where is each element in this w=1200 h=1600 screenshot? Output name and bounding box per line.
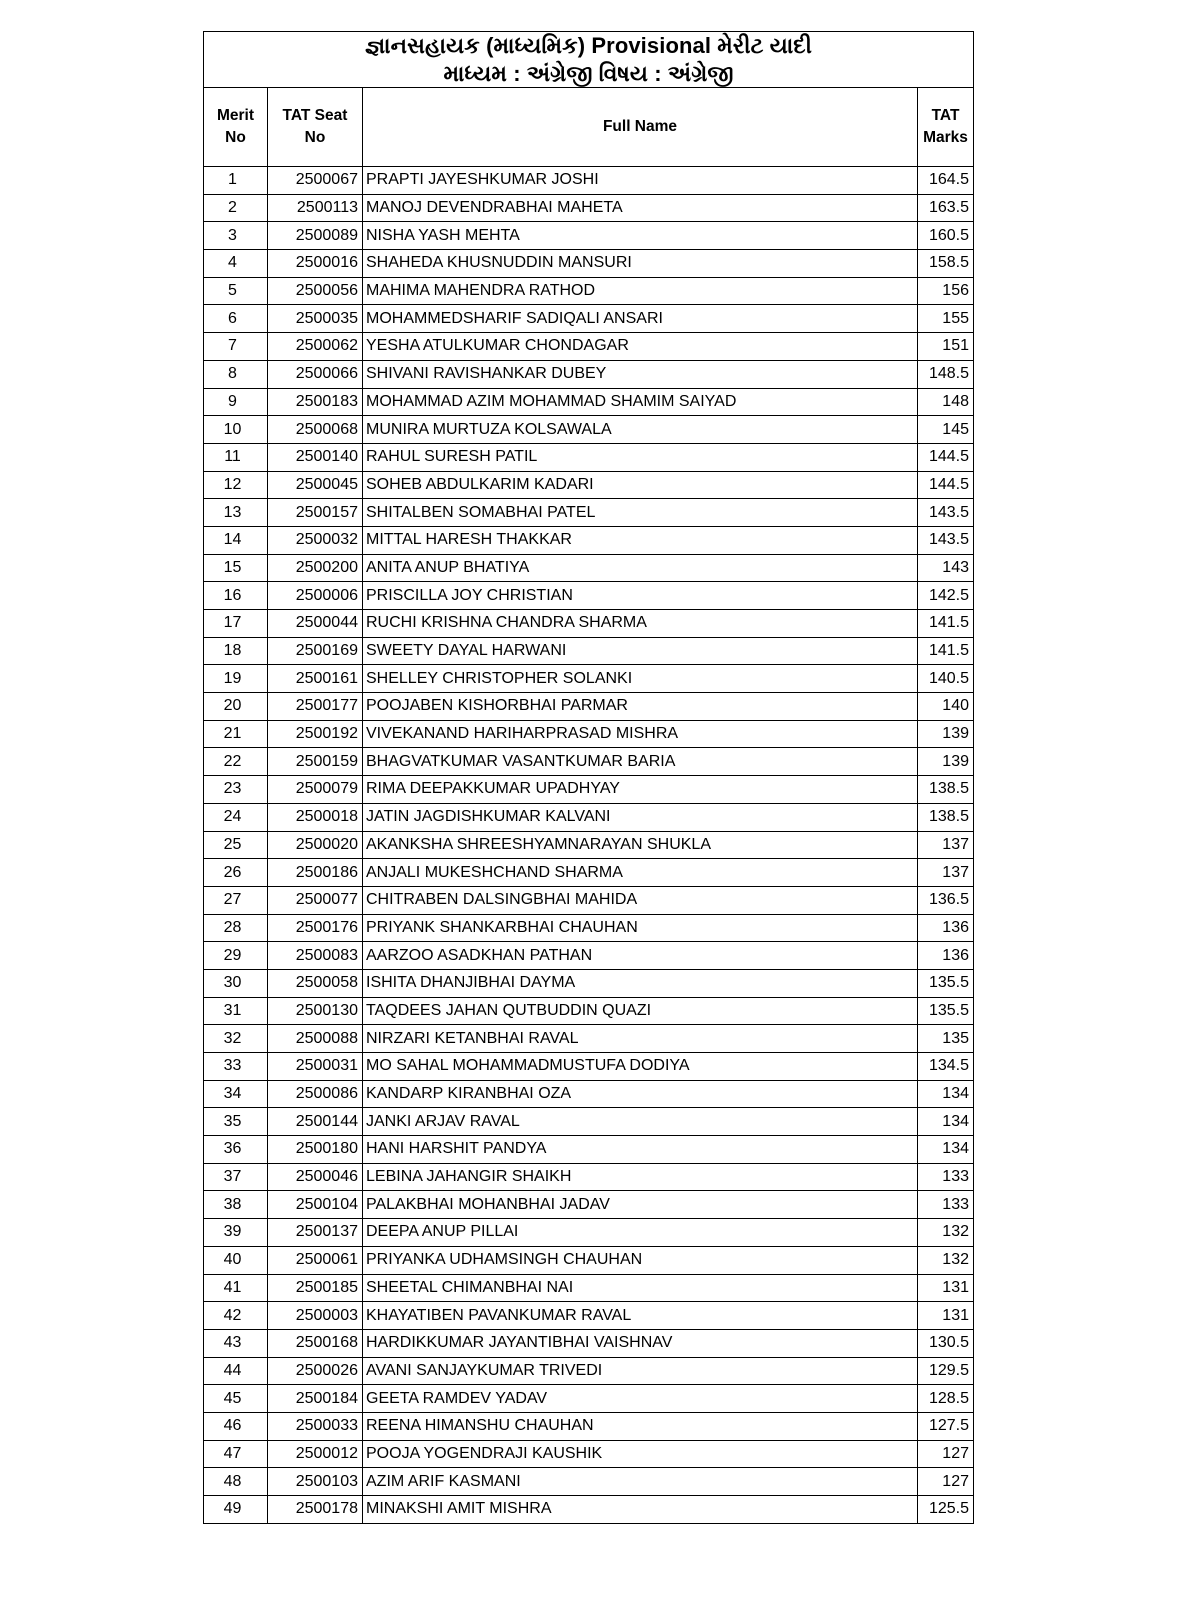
cell-full-name: REENA HIMANSHU CHAUHAN <box>363 1412 918 1440</box>
cell-tat-seat-no: 2500083 <box>268 942 363 970</box>
table-row <box>204 443 974 471</box>
cell-merit-no: 22 <box>204 748 268 776</box>
table-row <box>204 1412 974 1440</box>
cell-merit-no: 7 <box>204 333 268 361</box>
cell-tat-marks: 125.5 <box>918 1496 974 1524</box>
cell-tat-seat-no: 2500192 <box>268 720 363 748</box>
cell-merit-no: 38 <box>204 1191 268 1219</box>
cell-tat-marks: 138.5 <box>918 803 974 831</box>
cell-tat-marks: 155 <box>918 305 974 333</box>
cell-tat-marks: 128.5 <box>918 1385 974 1413</box>
cell-merit-no: 21 <box>204 720 268 748</box>
cell-tat-seat-no: 2500113 <box>268 194 363 222</box>
cell-tat-marks: 144.5 <box>918 471 974 499</box>
header-merit-line-1: Merit <box>216 106 255 124</box>
cell-tat-marks: 129.5 <box>918 1357 974 1385</box>
cell-merit-no: 41 <box>204 1274 268 1302</box>
cell-merit-no: 42 <box>204 1302 268 1330</box>
cell-full-name: JANKI ARJAV RAVAL <box>363 1108 918 1136</box>
cell-tat-marks: 135.5 <box>918 997 974 1025</box>
table-row <box>204 997 974 1025</box>
cell-full-name: YESHA ATULKUMAR CHONDAGAR <box>363 333 918 361</box>
cell-full-name: ANITA ANUP BHATIYA <box>363 554 918 582</box>
cell-tat-seat-no: 2500140 <box>268 443 363 471</box>
table-row <box>204 1302 974 1330</box>
cell-tat-marks: 158.5 <box>918 250 974 278</box>
cell-tat-seat-no: 2500016 <box>268 250 363 278</box>
table-row <box>204 748 974 776</box>
cell-full-name: SHAHEDA KHUSNUDDIN MANSURI <box>363 250 918 278</box>
cell-merit-no: 18 <box>204 637 268 665</box>
cell-merit-no: 27 <box>204 886 268 914</box>
cell-tat-seat-no: 2500031 <box>268 1053 363 1081</box>
cell-tat-marks: 134 <box>918 1108 974 1136</box>
cell-merit-no: 32 <box>204 1025 268 1053</box>
table-body <box>204 167 974 1524</box>
cell-tat-marks: 135.5 <box>918 969 974 997</box>
cell-tat-seat-no: 2500161 <box>268 665 363 693</box>
cell-full-name: BHAGVATKUMAR VASANTKUMAR BARIA <box>363 748 918 776</box>
cell-full-name: LEBINA JAHANGIR SHAIKH <box>363 1163 918 1191</box>
cell-full-name: MOHAMMAD AZIM MOHAMMAD SHAMIM SAIYAD <box>363 388 918 416</box>
cell-tat-marks: 136.5 <box>918 886 974 914</box>
cell-full-name: HANI HARSHIT PANDYA <box>363 1136 918 1164</box>
cell-full-name: SHITALBEN SOMABHAI PATEL <box>363 499 918 527</box>
cell-full-name: JATIN JAGDISHKUMAR KALVANI <box>363 803 918 831</box>
table-row <box>204 859 974 887</box>
cell-merit-no: 23 <box>204 776 268 804</box>
cell-full-name: DEEPA ANUP PILLAI <box>363 1219 918 1247</box>
cell-full-name: CHITRABEN DALSINGBHAI MAHIDA <box>363 886 918 914</box>
cell-merit-no: 9 <box>204 388 268 416</box>
cell-merit-no: 44 <box>204 1357 268 1385</box>
cell-merit-no: 36 <box>204 1136 268 1164</box>
header-name-line-1: Full Name <box>602 117 678 135</box>
cell-tat-marks: 143.5 <box>918 526 974 554</box>
table-row <box>204 1440 974 1468</box>
cell-tat-seat-no: 2500020 <box>268 831 363 859</box>
cell-tat-seat-no: 2500066 <box>268 360 363 388</box>
cell-merit-no: 6 <box>204 305 268 333</box>
cell-tat-seat-no: 2500035 <box>268 305 363 333</box>
cell-merit-no: 35 <box>204 1108 268 1136</box>
cell-tat-marks: 131 <box>918 1302 974 1330</box>
cell-tat-seat-no: 2500045 <box>268 471 363 499</box>
cell-full-name: AARZOO ASADKHAN PATHAN <box>363 942 918 970</box>
cell-tat-seat-no: 2500079 <box>268 776 363 804</box>
cell-tat-seat-no: 2500033 <box>268 1412 363 1440</box>
merit-list-table <box>203 31 974 1524</box>
cell-tat-marks: 134 <box>918 1136 974 1164</box>
cell-merit-no: 24 <box>204 803 268 831</box>
cell-tat-seat-no: 2500044 <box>268 610 363 638</box>
cell-full-name: PALAKBHAI MOHANBHAI JADAV <box>363 1191 918 1219</box>
cell-tat-marks: 156 <box>918 277 974 305</box>
cell-merit-no: 46 <box>204 1412 268 1440</box>
cell-full-name: SHIVANI RAVISHANKAR DUBEY <box>363 360 918 388</box>
column-header-tat-seat-no <box>268 88 363 167</box>
cell-tat-marks: 136 <box>918 914 974 942</box>
cell-tat-marks: 136 <box>918 942 974 970</box>
cell-tat-seat-no: 2500056 <box>268 277 363 305</box>
cell-merit-no: 2 <box>204 194 268 222</box>
cell-merit-no: 4 <box>204 250 268 278</box>
cell-tat-marks: 148 <box>918 388 974 416</box>
cell-full-name: TAQDEES JAHAN QUTBUDDIN QUAZI <box>363 997 918 1025</box>
cell-tat-marks: 151 <box>918 333 974 361</box>
cell-merit-no: 12 <box>204 471 268 499</box>
cell-tat-marks: 141.5 <box>918 610 974 638</box>
table-row <box>204 222 974 250</box>
cell-full-name: SHEETAL CHIMANBHAI NAI <box>363 1274 918 1302</box>
document-title <box>204 32 974 88</box>
cell-full-name: RUCHI KRISHNA CHANDRA SHARMA <box>363 610 918 638</box>
cell-tat-seat-no: 2500178 <box>268 1496 363 1524</box>
table-row <box>204 526 974 554</box>
cell-tat-seat-no: 2500159 <box>268 748 363 776</box>
cell-full-name: MANOJ DEVENDRABHAI MAHETA <box>363 194 918 222</box>
table-row <box>204 250 974 278</box>
table-row <box>204 1025 974 1053</box>
table-row <box>204 416 974 444</box>
cell-tat-seat-no: 2500088 <box>268 1025 363 1053</box>
cell-tat-marks: 140.5 <box>918 665 974 693</box>
cell-full-name: SWEETY DAYAL HARWANI <box>363 637 918 665</box>
cell-tat-seat-no: 2500006 <box>268 582 363 610</box>
cell-merit-no: 11 <box>204 443 268 471</box>
cell-full-name: ANJALI MUKESHCHAND SHARMA <box>363 859 918 887</box>
cell-tat-seat-no: 2500058 <box>268 969 363 997</box>
cell-tat-marks: 145 <box>918 416 974 444</box>
column-header-full-name <box>363 88 918 167</box>
cell-tat-seat-no: 2500180 <box>268 1136 363 1164</box>
cell-full-name: POOJA YOGENDRAJI KAUSHIK <box>363 1440 918 1468</box>
cell-full-name: NISHA YASH MEHTA <box>363 222 918 250</box>
cell-merit-no: 48 <box>204 1468 268 1496</box>
table-row <box>204 1274 974 1302</box>
cell-tat-marks: 137 <box>918 831 974 859</box>
header-seat-line-2: No <box>304 129 326 146</box>
table-row <box>204 360 974 388</box>
cell-full-name: GEETA RAMDEV YADAV <box>363 1385 918 1413</box>
cell-merit-no: 25 <box>204 831 268 859</box>
table-row <box>204 1246 974 1274</box>
cell-merit-no: 14 <box>204 526 268 554</box>
cell-full-name: ISHITA DHANJIBHAI DAYMA <box>363 969 918 997</box>
cell-full-name: PRAPTI JAYESHKUMAR JOSHI <box>363 167 918 195</box>
table-row <box>204 1219 974 1247</box>
cell-full-name: MUNIRA MURTUZA KOLSAWALA <box>363 416 918 444</box>
table-row <box>204 665 974 693</box>
table-row <box>204 333 974 361</box>
cell-merit-no: 15 <box>204 554 268 582</box>
cell-tat-seat-no: 2500169 <box>268 637 363 665</box>
table-row <box>204 1329 974 1357</box>
title-row <box>204 32 974 88</box>
cell-merit-no: 29 <box>204 942 268 970</box>
header-merit-line-2: No <box>225 129 246 146</box>
cell-merit-no: 43 <box>204 1329 268 1357</box>
cell-full-name: RAHUL SURESH PATIL <box>363 443 918 471</box>
title-line-1: જ્ઞાનસહાયક (માધ્યમિક) Provisional મેરીટ યાદી <box>365 33 812 58</box>
cell-tat-seat-no: 2500032 <box>268 526 363 554</box>
cell-tat-marks: 139 <box>918 748 974 776</box>
cell-full-name: SHELLEY CHRISTOPHER SOLANKI <box>363 665 918 693</box>
cell-tat-seat-no: 2500177 <box>268 693 363 721</box>
cell-tat-seat-no: 2500026 <box>268 1357 363 1385</box>
table-row <box>204 1357 974 1385</box>
cell-merit-no: 3 <box>204 222 268 250</box>
table-row <box>204 471 974 499</box>
table-row <box>204 942 974 970</box>
table-row <box>204 1191 974 1219</box>
cell-tat-marks: 135 <box>918 1025 974 1053</box>
cell-full-name: KANDARP KIRANBHAI OZA <box>363 1080 918 1108</box>
table-row <box>204 1468 974 1496</box>
cell-tat-marks: 132 <box>918 1246 974 1274</box>
cell-tat-marks: 141.5 <box>918 637 974 665</box>
cell-tat-marks: 160.5 <box>918 222 974 250</box>
table-row <box>204 1053 974 1081</box>
table-row <box>204 305 974 333</box>
table-row <box>204 831 974 859</box>
cell-tat-marks: 143.5 <box>918 499 974 527</box>
cell-merit-no: 37 <box>204 1163 268 1191</box>
column-header-row <box>204 88 974 167</box>
table-row <box>204 1385 974 1413</box>
cell-tat-marks: 132 <box>918 1219 974 1247</box>
cell-tat-seat-no: 2500086 <box>268 1080 363 1108</box>
cell-merit-no: 10 <box>204 416 268 444</box>
cell-merit-no: 5 <box>204 277 268 305</box>
cell-tat-seat-no: 2500103 <box>268 1468 363 1496</box>
cell-tat-marks: 144.5 <box>918 443 974 471</box>
cell-tat-marks: 133 <box>918 1163 974 1191</box>
cell-tat-seat-no: 2500061 <box>268 1246 363 1274</box>
cell-full-name: MAHIMA MAHENDRA RATHOD <box>363 277 918 305</box>
cell-tat-seat-no: 2500183 <box>268 388 363 416</box>
cell-merit-no: 33 <box>204 1053 268 1081</box>
header-marks-line-2: Marks <box>923 129 968 146</box>
cell-merit-no: 49 <box>204 1496 268 1524</box>
cell-tat-seat-no: 2500185 <box>268 1274 363 1302</box>
cell-full-name: MOHAMMEDSHARIF SADIQALI ANSARI <box>363 305 918 333</box>
table-row <box>204 969 974 997</box>
table-row <box>204 388 974 416</box>
header-marks-line-1: TAT <box>931 106 960 124</box>
cell-tat-seat-no: 2500012 <box>268 1440 363 1468</box>
column-header-tat-marks <box>918 88 974 167</box>
table-row <box>204 1080 974 1108</box>
table-row <box>204 1136 974 1164</box>
column-header-merit-no <box>204 88 268 167</box>
cell-tat-marks: 130.5 <box>918 1329 974 1357</box>
cell-tat-seat-no: 2500018 <box>268 803 363 831</box>
cell-tat-marks: 148.5 <box>918 360 974 388</box>
cell-tat-seat-no: 2500157 <box>268 499 363 527</box>
cell-merit-no: 45 <box>204 1385 268 1413</box>
cell-tat-seat-no: 2500077 <box>268 886 363 914</box>
cell-tat-seat-no: 2500186 <box>268 859 363 887</box>
cell-tat-marks: 140 <box>918 693 974 721</box>
cell-merit-no: 47 <box>204 1440 268 1468</box>
table-row <box>204 277 974 305</box>
table-row <box>204 693 974 721</box>
cell-merit-no: 8 <box>204 360 268 388</box>
table-row <box>204 167 974 195</box>
cell-tat-marks: 127 <box>918 1468 974 1496</box>
table-row <box>204 499 974 527</box>
table-row <box>204 554 974 582</box>
cell-tat-seat-no: 2500062 <box>268 333 363 361</box>
cell-tat-seat-no: 2500176 <box>268 914 363 942</box>
cell-tat-marks: 127 <box>918 1440 974 1468</box>
cell-full-name: MINAKSHI AMIT MISHRA <box>363 1496 918 1524</box>
cell-tat-seat-no: 2500067 <box>268 167 363 195</box>
cell-merit-no: 17 <box>204 610 268 638</box>
cell-tat-seat-no: 2500184 <box>268 1385 363 1413</box>
cell-full-name: RIMA DEEPAKKUMAR UPADHYAY <box>363 776 918 804</box>
cell-tat-seat-no: 2500104 <box>268 1191 363 1219</box>
title-line-2: માધ્યમ : અંગ્રેજી વિષય : અંગ્રેજી <box>443 60 734 86</box>
cell-tat-seat-no: 2500200 <box>268 554 363 582</box>
cell-merit-no: 39 <box>204 1219 268 1247</box>
cell-full-name: MO SAHAL MOHAMMADMUSTUFA DODIYA <box>363 1053 918 1081</box>
cell-tat-seat-no: 2500144 <box>268 1108 363 1136</box>
cell-tat-seat-no: 2500046 <box>268 1163 363 1191</box>
cell-tat-marks: 164.5 <box>918 167 974 195</box>
cell-tat-marks: 138.5 <box>918 776 974 804</box>
cell-full-name: POOJABEN KISHORBHAI PARMAR <box>363 693 918 721</box>
cell-full-name: AZIM ARIF KASMANI <box>363 1468 918 1496</box>
table-head <box>204 32 974 167</box>
table-row <box>204 776 974 804</box>
cell-merit-no: 30 <box>204 969 268 997</box>
cell-merit-no: 16 <box>204 582 268 610</box>
cell-tat-seat-no: 2500068 <box>268 416 363 444</box>
table-row <box>204 1108 974 1136</box>
cell-tat-marks: 133 <box>918 1191 974 1219</box>
table-row <box>204 637 974 665</box>
cell-full-name: SOHEB ABDULKARIM KADARI <box>363 471 918 499</box>
table-row <box>204 1163 974 1191</box>
cell-tat-marks: 139 <box>918 720 974 748</box>
cell-full-name: HARDIKKUMAR JAYANTIBHAI VAISHNAV <box>363 1329 918 1357</box>
cell-merit-no: 40 <box>204 1246 268 1274</box>
cell-tat-seat-no: 2500137 <box>268 1219 363 1247</box>
cell-tat-marks: 163.5 <box>918 194 974 222</box>
table-row <box>204 914 974 942</box>
header-seat-line-1: TAT Seat <box>282 106 348 124</box>
cell-tat-marks: 127.5 <box>918 1412 974 1440</box>
cell-tat-marks: 134 <box>918 1080 974 1108</box>
table-row <box>204 582 974 610</box>
cell-merit-no: 31 <box>204 997 268 1025</box>
cell-tat-marks: 143 <box>918 554 974 582</box>
cell-full-name: MITTAL HARESH THAKKAR <box>363 526 918 554</box>
cell-full-name: PRISCILLA JOY CHRISTIAN <box>363 582 918 610</box>
cell-tat-seat-no: 2500130 <box>268 997 363 1025</box>
cell-full-name: AVANI SANJAYKUMAR TRIVEDI <box>363 1357 918 1385</box>
cell-tat-marks: 142.5 <box>918 582 974 610</box>
cell-merit-no: 1 <box>204 167 268 195</box>
table-row <box>204 610 974 638</box>
cell-tat-marks: 137 <box>918 859 974 887</box>
cell-tat-seat-no: 2500089 <box>268 222 363 250</box>
cell-merit-no: 26 <box>204 859 268 887</box>
cell-tat-marks: 134.5 <box>918 1053 974 1081</box>
cell-merit-no: 13 <box>204 499 268 527</box>
cell-full-name: NIRZARI KETANBHAI RAVAL <box>363 1025 918 1053</box>
cell-tat-seat-no: 2500003 <box>268 1302 363 1330</box>
cell-merit-no: 34 <box>204 1080 268 1108</box>
cell-full-name: KHAYATIBEN PAVANKUMAR RAVAL <box>363 1302 918 1330</box>
cell-merit-no: 19 <box>204 665 268 693</box>
cell-full-name: PRIYANKA UDHAMSINGH CHAUHAN <box>363 1246 918 1274</box>
table-row <box>204 720 974 748</box>
table-row <box>204 803 974 831</box>
cell-full-name: PRIYANK SHANKARBHAI CHAUHAN <box>363 914 918 942</box>
cell-full-name: VIVEKANAND HARIHARPRASAD MISHRA <box>363 720 918 748</box>
table-row <box>204 194 974 222</box>
cell-merit-no: 20 <box>204 693 268 721</box>
cell-full-name: AKANKSHA SHREESHYAMNARAYAN SHUKLA <box>363 831 918 859</box>
cell-tat-marks: 131 <box>918 1274 974 1302</box>
cell-merit-no: 28 <box>204 914 268 942</box>
table-row <box>204 886 974 914</box>
table-row <box>204 1496 974 1524</box>
cell-tat-seat-no: 2500168 <box>268 1329 363 1357</box>
